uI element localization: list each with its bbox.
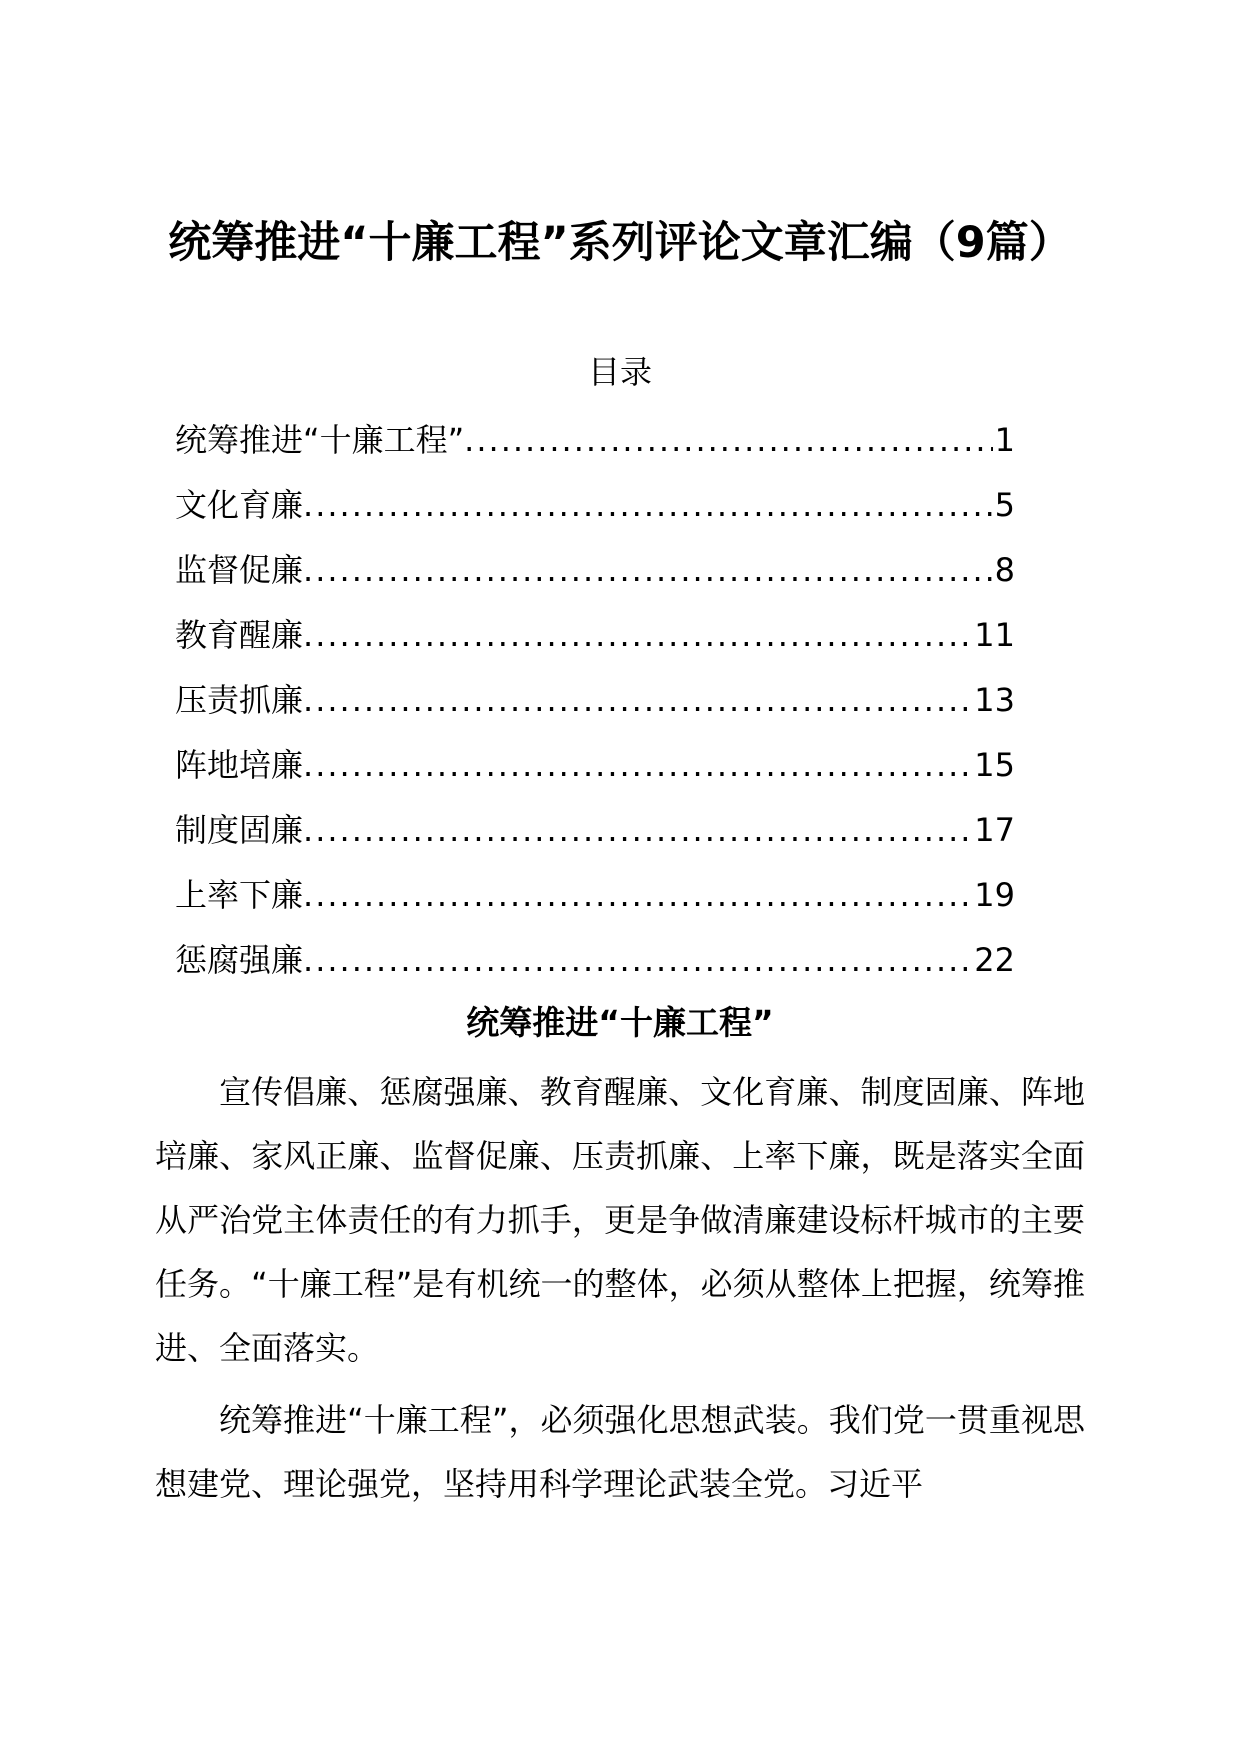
toc-dot-leader xyxy=(303,483,993,527)
toc-page-number: 17 xyxy=(974,811,1015,849)
table-of-contents xyxy=(175,418,1015,1003)
toc-entry-label: 压责抓廉 xyxy=(175,681,304,719)
toc-dot-leader xyxy=(303,613,972,657)
toc-dot-leader xyxy=(303,873,972,917)
toc-entry-label: 文化育廉 xyxy=(175,486,304,524)
toc-page-number: 8 xyxy=(994,551,1015,589)
toc-entry[interactable] xyxy=(175,873,1015,938)
toc-entry[interactable] xyxy=(175,678,1015,743)
toc-entry[interactable] xyxy=(175,418,1015,483)
section-title: 统筹推进“十廉工程” xyxy=(466,1003,774,1042)
toc-page-number: 13 xyxy=(974,681,1015,719)
toc-entry-label: 阵地培廉 xyxy=(175,746,304,784)
body-paragraph: 宣传倡廉、惩腐强廉、教育醒廉、文化育廉、制度固廉、阵地培廉、家风正廉、监督促廉、压责抓廉、上率下廉，既是落实全面从严治党主体责任的有力抓手，更是争做清廉建设标杆城市的主要任务。“十廉工程”是有机统一的整体，必须从整体上把握，统筹推进、全面落实。 xyxy=(155,1073,1085,1367)
toc-dot-leader xyxy=(303,678,972,722)
document-title: 统筹推进“十廉工程”系列评论文章汇编（9篇） xyxy=(168,218,1072,268)
toc-entry[interactable] xyxy=(175,548,1015,613)
toc-page-number: 5 xyxy=(994,486,1015,524)
toc-entry-label: 惩腐强廉 xyxy=(175,941,304,979)
toc-entry[interactable] xyxy=(175,808,1015,873)
toc-entry-label: 监督促廉 xyxy=(175,551,304,589)
toc-page-number: 1 xyxy=(994,421,1015,459)
toc-page-number: 11 xyxy=(974,616,1015,654)
toc-entry-label: 教育醒廉 xyxy=(175,616,304,654)
toc-heading: 目录 xyxy=(587,353,652,391)
toc-entry-label: 制度固廉 xyxy=(175,811,304,849)
body-paragraph: 统筹推进“十廉工程”，必须强化思想武装。我们党一贯重视思想建党、理论强党，坚持用科学理论武装全党。习近平 xyxy=(155,1401,1085,1503)
toc-page-number: 19 xyxy=(974,876,1015,914)
article-body xyxy=(155,1060,1085,1524)
toc-entry[interactable] xyxy=(175,743,1015,808)
toc-dot-leader xyxy=(303,548,993,592)
toc-dot-leader xyxy=(464,418,992,462)
toc-entry-label: 统筹推进“十廉工程” xyxy=(175,421,465,459)
toc-page-number: 15 xyxy=(974,746,1015,784)
toc-entry[interactable] xyxy=(175,483,1015,548)
toc-dot-leader xyxy=(303,938,972,982)
toc-entry[interactable] xyxy=(175,613,1015,678)
toc-entry[interactable] xyxy=(175,938,1015,1003)
toc-dot-leader xyxy=(303,743,972,787)
toc-page-number: 22 xyxy=(974,941,1015,979)
toc-dot-leader xyxy=(303,808,972,852)
toc-entry-label: 上率下廉 xyxy=(175,876,304,914)
